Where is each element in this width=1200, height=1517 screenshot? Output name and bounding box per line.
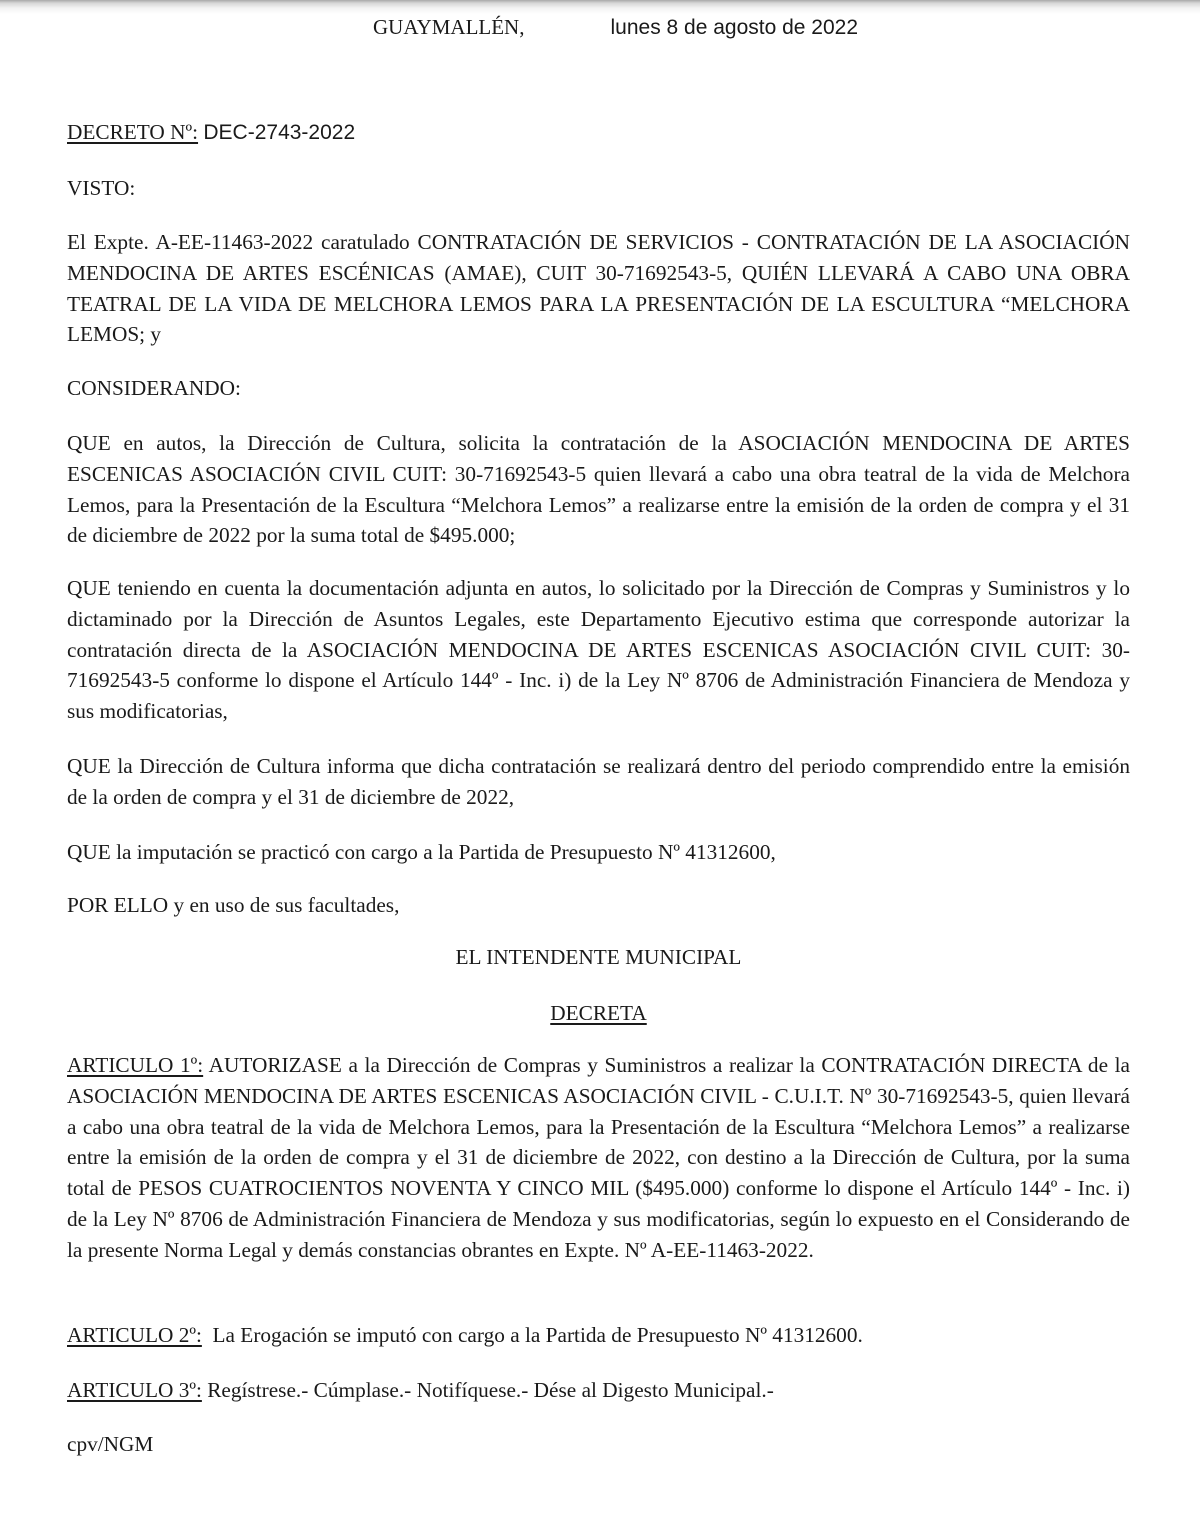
decreta-label: DECRETA bbox=[550, 1001, 647, 1025]
por-ello-line: POR ELLO y en uso de sus facultades, bbox=[67, 893, 400, 917]
typist-initials: cpv/NGM bbox=[67, 1432, 154, 1456]
article-1 bbox=[67, 1050, 1130, 1266]
decree-number: DEC-2743-2022 bbox=[203, 121, 356, 144]
document-header bbox=[373, 14, 858, 41]
considerando-paragraph-2: QUE teniendo en cuenta la documentación adjunta en autos, lo solicitado por la Dirección de Compras y Suministros y lo dictaminado por la Dirección de Asuntos Legales, este Departamento Ejecutivo estima que corresponde autorizar la contratación directa de la ASOCIACIÓN MENDOCINA DE ARTES ESCENICAS ASOCIACIÓN CIVIL CUIT: 30-71692543-5 conforme lo dispone el Artículo 144º - Inc. i) de la Ley Nº 8706 de Administración Financiera de Mendoza y sus modificatorias, bbox=[67, 576, 1130, 724]
viewer-top-edge bbox=[0, 0, 1200, 14]
decree-label: DECRETO Nº: bbox=[67, 120, 199, 144]
considerando-paragraph-3: QUE la Dirección de Cultura informa que dicha contratación se realizará dentro del periodo comprendido entre la emisión de la orden de compra y el 31 de diciembre de 2022, bbox=[67, 754, 1130, 809]
decreta-heading bbox=[67, 998, 1130, 1029]
considerando-heading: CONSIDERANDO: bbox=[67, 376, 241, 400]
decree-number-line bbox=[67, 117, 1130, 149]
article-2 bbox=[67, 1320, 1130, 1351]
article-2-text: La Erogación se imputó con cargo a la Partida de Presupuesto Nº 41312600. bbox=[201, 1323, 863, 1347]
article-3 bbox=[67, 1375, 1130, 1406]
header-date: lunes 8 de agosto de 2022 bbox=[610, 16, 859, 39]
visto-text: El Expte. A-EE-11463-2022 caratulado CONTRATACIÓN DE SERVICIOS - CONTRATACIÓN DE LA ASOCIACIÓN MENDOCINA DE ARTES ESCÉNICAS (AMAE), CUIT 30-71692543-5, QUIÉN LLEVARÁ A CABO UNA OBRA TEATRAL DE LA VIDA DE MELCHORA LEMOS PARA LA PRESENTACIÓN DE LA ESCULTURA “MELCHORA LEMOS; y bbox=[67, 230, 1130, 347]
article-1-label: ARTICULO 1º: bbox=[67, 1053, 204, 1077]
authority-heading: EL INTENDENTE MUNICIPAL bbox=[455, 945, 742, 969]
visto-heading: VISTO: bbox=[67, 176, 136, 200]
considerando-paragraph-1: QUE en autos, la Dirección de Cultura, solicita la contratación de la ASOCIACIÓN MENDOCINA DE ARTES ESCENICAS ASOCIACIÓN CIVIL CUIT: 30-71692543-5 quien llevará a cabo una obra teatral de la vida de Melchora Lemos, para la Presentación de la Escultura “Melchora Lemos” a realizarse entre la emisión de la orden de compra y el 31 de diciembre de 2022 por la suma total de $495.000; bbox=[67, 431, 1130, 548]
header-city: GUAYMALLÉN, bbox=[373, 15, 525, 39]
article-3-text: Regístrese.- Cúmplase.- Notifíquese.- Dése al Digesto Municipal.- bbox=[201, 1378, 774, 1402]
article-3-label: ARTICULO 3º: bbox=[67, 1378, 202, 1402]
considerando-paragraph-4: QUE la imputación se practicó con cargo a la Partida de Presupuesto Nº 41312600, bbox=[67, 840, 776, 864]
article-1-text: AUTORIZASE a la Dirección de Compras y Suministros a realizar la CONTRATACIÓN DIRECTA de la ASOCIACIÓN MENDOCINA DE ARTES ESCENICAS ASOCIACIÓN CIVIL - C.U.I.T. Nº 30-71692543-5, quien llevará a cabo una obra teatral de la vida de Melchora Lemos, para la Presentación de la Escultura “Melchora Lemos” a realizarse entre la emisión de la orden de compra y el 31 de diciembre de 2022, con destino a la Dirección de Cultura, por la suma total de PESOS CUATROCIENTOS NOVENTA Y CINCO MIL ($495.000) conforme lo dispone el Artículo 144º - Inc. i) de la Ley Nº 8706 de Administración Financiera de Mendoza y sus modificatorias, según lo expuesto en el Considerando de la presente Norma Legal y demás constancias obrantes en Expte. Nº A-EE-11463-2022. bbox=[67, 1053, 1130, 1262]
article-2-label: ARTICULO 2º: bbox=[67, 1323, 202, 1347]
